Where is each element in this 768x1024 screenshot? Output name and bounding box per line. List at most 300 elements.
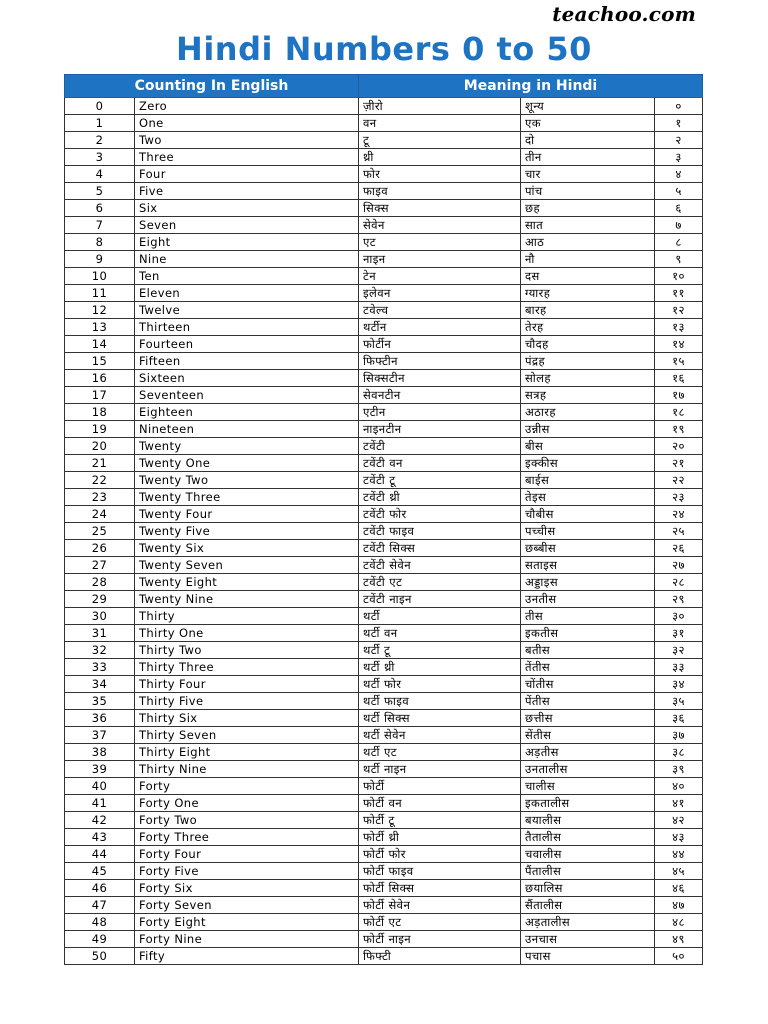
english-word-cell: Nine (135, 251, 359, 268)
table-row (65, 489, 703, 506)
table-row (65, 676, 703, 693)
table-row (65, 472, 703, 489)
hindi-word-cell: तीस (521, 608, 655, 625)
number-cell: 47 (65, 897, 135, 914)
english-word-cell: One (135, 115, 359, 132)
hindi-word-cell: पेंतीस (521, 693, 655, 710)
hindi-numeral-cell: २८ (655, 574, 703, 591)
header-counting-in-english: Counting In English (65, 75, 359, 98)
table-row (65, 625, 703, 642)
number-cell: 35 (65, 693, 135, 710)
english-word-cell: Twenty (135, 438, 359, 455)
hindi-numeral-cell: १२ (655, 302, 703, 319)
hindi-word-cell: पंद्रह (521, 353, 655, 370)
transliteration-cell: फोर्टी फोर (359, 846, 521, 863)
english-word-cell: Forty Six (135, 880, 359, 897)
transliteration-cell: फाइव (359, 183, 521, 200)
table-row (65, 251, 703, 268)
table-row (65, 608, 703, 625)
table-row (65, 234, 703, 251)
number-cell: 15 (65, 353, 135, 370)
hindi-numeral-cell: २६ (655, 540, 703, 557)
hindi-numeral-cell: ४५ (655, 863, 703, 880)
hindi-numeral-cell: ३ (655, 149, 703, 166)
hindi-numeral-cell: ४३ (655, 829, 703, 846)
hindi-word-cell: पच्चीस (521, 523, 655, 540)
transliteration-cell: सेवनटीन (359, 387, 521, 404)
hindi-word-cell: अठारह (521, 404, 655, 421)
table-row (65, 540, 703, 557)
english-word-cell: Thirty One (135, 625, 359, 642)
number-cell: 50 (65, 948, 135, 965)
english-word-cell: Thirty (135, 608, 359, 625)
number-cell: 22 (65, 472, 135, 489)
english-word-cell: Five (135, 183, 359, 200)
number-cell: 42 (65, 812, 135, 829)
table-row (65, 336, 703, 353)
number-cell: 13 (65, 319, 135, 336)
hindi-numeral-cell: ९ (655, 251, 703, 268)
number-cell: 29 (65, 591, 135, 608)
hindi-word-cell: बाईस (521, 472, 655, 489)
transliteration-cell: थर्टी वन (359, 625, 521, 642)
table-body (65, 98, 703, 965)
transliteration-cell: टू (359, 132, 521, 149)
english-word-cell: Twenty Seven (135, 557, 359, 574)
number-cell: 11 (65, 285, 135, 302)
english-word-cell: Twenty Three (135, 489, 359, 506)
table-row (65, 523, 703, 540)
transliteration-cell: फोर्टी टू (359, 812, 521, 829)
transliteration-cell: थर्टी फोर (359, 676, 521, 693)
transliteration-cell: टवेंटी वन (359, 455, 521, 472)
number-cell: 36 (65, 710, 135, 727)
transliteration-cell: फोर्टी (359, 778, 521, 795)
table-header-row (65, 75, 703, 98)
hindi-word-cell: चौदह (521, 336, 655, 353)
transliteration-cell: वन (359, 115, 521, 132)
english-word-cell: Forty (135, 778, 359, 795)
table-row (65, 727, 703, 744)
transliteration-cell: थर्टीन (359, 319, 521, 336)
transliteration-cell: थर्टी सेवेन (359, 727, 521, 744)
number-cell: 25 (65, 523, 135, 540)
brand-logo: teachoo.com (552, 2, 696, 26)
hindi-numeral-cell: ४२ (655, 812, 703, 829)
hindi-numeral-cell: २२ (655, 472, 703, 489)
hindi-numeral-cell: ४७ (655, 897, 703, 914)
hindi-word-cell: छह (521, 200, 655, 217)
hindi-numeral-cell: २५ (655, 523, 703, 540)
hindi-numeral-cell: २७ (655, 557, 703, 574)
number-cell: 48 (65, 914, 135, 931)
hindi-numeral-cell: १८ (655, 404, 703, 421)
table-row (65, 693, 703, 710)
hindi-word-cell: पांच (521, 183, 655, 200)
hindi-numeral-cell: ५० (655, 948, 703, 965)
english-word-cell: Forty Nine (135, 931, 359, 948)
english-word-cell: Thirty Three (135, 659, 359, 676)
hindi-numeral-cell: ३५ (655, 693, 703, 710)
numbers-table (64, 74, 703, 965)
table-row (65, 115, 703, 132)
transliteration-cell: सेवेन (359, 217, 521, 234)
number-cell: 12 (65, 302, 135, 319)
transliteration-cell: थर्टी थ्री (359, 659, 521, 676)
hindi-word-cell: बारह (521, 302, 655, 319)
hindi-numeral-cell: ३८ (655, 744, 703, 761)
number-cell: 14 (65, 336, 135, 353)
english-word-cell: Three (135, 149, 359, 166)
table-row (65, 829, 703, 846)
transliteration-cell: थर्टी नाइन (359, 761, 521, 778)
transliteration-cell: टवेल्व (359, 302, 521, 319)
english-word-cell: Twenty Eight (135, 574, 359, 591)
english-word-cell: Fourteen (135, 336, 359, 353)
number-cell: 2 (65, 132, 135, 149)
table-row (65, 880, 703, 897)
number-cell: 43 (65, 829, 135, 846)
transliteration-cell: टवेंटी सिक्स (359, 540, 521, 557)
hindi-word-cell: आठ (521, 234, 655, 251)
hindi-word-cell: अड़तालीस (521, 914, 655, 931)
number-cell: 39 (65, 761, 135, 778)
hindi-numeral-cell: ३९ (655, 761, 703, 778)
hindi-word-cell: छब्बीस (521, 540, 655, 557)
hindi-numeral-cell: ७ (655, 217, 703, 234)
transliteration-cell: टवेंटी फाइव (359, 523, 521, 540)
number-cell: 27 (65, 557, 135, 574)
hindi-numeral-cell: ३२ (655, 642, 703, 659)
transliteration-cell: इलेवन (359, 285, 521, 302)
english-word-cell: Thirty Five (135, 693, 359, 710)
hindi-numeral-cell: २९ (655, 591, 703, 608)
hindi-numeral-cell: १७ (655, 387, 703, 404)
english-word-cell: Forty Eight (135, 914, 359, 931)
hindi-numeral-cell: ४४ (655, 846, 703, 863)
english-word-cell: Seventeen (135, 387, 359, 404)
hindi-numeral-cell: ३० (655, 608, 703, 625)
hindi-numeral-cell: ८ (655, 234, 703, 251)
number-cell: 33 (65, 659, 135, 676)
transliteration-cell: सिक्सटीन (359, 370, 521, 387)
hindi-word-cell: बतीस (521, 642, 655, 659)
number-cell: 17 (65, 387, 135, 404)
english-word-cell: Twelve (135, 302, 359, 319)
hindi-numeral-cell: २० (655, 438, 703, 455)
table-row (65, 353, 703, 370)
number-cell: 46 (65, 880, 135, 897)
hindi-word-cell: चालीस (521, 778, 655, 795)
number-cell: 28 (65, 574, 135, 591)
hindi-word-cell: इकतीस (521, 625, 655, 642)
hindi-numeral-cell: ४६ (655, 880, 703, 897)
number-cell: 21 (65, 455, 135, 472)
english-word-cell: Nineteen (135, 421, 359, 438)
hindi-word-cell: पैंतालीस (521, 863, 655, 880)
hindi-numeral-cell: ६ (655, 200, 703, 217)
english-word-cell: Thirteen (135, 319, 359, 336)
english-word-cell: Eighteen (135, 404, 359, 421)
page-title: Hindi Numbers 0 to 50 (176, 30, 592, 68)
number-cell: 30 (65, 608, 135, 625)
transliteration-cell: टवेंटी (359, 438, 521, 455)
transliteration-cell: टवेंटी टू (359, 472, 521, 489)
hindi-numeral-cell: १९ (655, 421, 703, 438)
table-row (65, 931, 703, 948)
hindi-numeral-cell: १५ (655, 353, 703, 370)
transliteration-cell: थर्टी (359, 608, 521, 625)
hindi-numeral-cell: ४८ (655, 914, 703, 931)
table-row (65, 778, 703, 795)
table-row (65, 506, 703, 523)
transliteration-cell: एट (359, 234, 521, 251)
table-row (65, 710, 703, 727)
number-cell: 31 (65, 625, 135, 642)
hindi-word-cell: सताइस (521, 557, 655, 574)
transliteration-cell: फोर्टी सेवेन (359, 897, 521, 914)
hindi-word-cell: उनचास (521, 931, 655, 948)
transliteration-cell: टवेंटी नाइन (359, 591, 521, 608)
number-cell: 23 (65, 489, 135, 506)
hindi-word-cell: तैतालीस (521, 829, 655, 846)
number-cell: 34 (65, 676, 135, 693)
transliteration-cell: फोर्टी एट (359, 914, 521, 931)
english-word-cell: Twenty Six (135, 540, 359, 557)
hindi-word-cell: चोंतीस (521, 676, 655, 693)
table-row (65, 166, 703, 183)
number-cell: 10 (65, 268, 135, 285)
table-row (65, 574, 703, 591)
table-row (65, 387, 703, 404)
hindi-word-cell: छत्तीस (521, 710, 655, 727)
hindi-numeral-cell: ३७ (655, 727, 703, 744)
table-row (65, 183, 703, 200)
hindi-word-cell: अड़तीस (521, 744, 655, 761)
hindi-numeral-cell: ११ (655, 285, 703, 302)
transliteration-cell: टवेंटी थ्री (359, 489, 521, 506)
hindi-word-cell: दस (521, 268, 655, 285)
transliteration-cell: थ्री (359, 149, 521, 166)
hindi-word-cell: उनतीस (521, 591, 655, 608)
english-word-cell: Ten (135, 268, 359, 285)
transliteration-cell: फोर्टी सिक्स (359, 880, 521, 897)
table-row (65, 404, 703, 421)
hindi-word-cell: एक (521, 115, 655, 132)
hindi-word-cell: बीस (521, 438, 655, 455)
hindi-word-cell: इकतालीस (521, 795, 655, 812)
hindi-word-cell: पचास (521, 948, 655, 965)
number-cell: 8 (65, 234, 135, 251)
hindi-numeral-cell: १४ (655, 336, 703, 353)
hindi-numeral-cell: २ (655, 132, 703, 149)
hindi-numeral-cell: ३६ (655, 710, 703, 727)
hindi-word-cell: चार (521, 166, 655, 183)
english-word-cell: Four (135, 166, 359, 183)
table-row (65, 455, 703, 472)
number-cell: 7 (65, 217, 135, 234)
table-row (65, 948, 703, 965)
hindi-numeral-cell: २१ (655, 455, 703, 472)
transliteration-cell: फिफ्टीन (359, 353, 521, 370)
number-cell: 49 (65, 931, 135, 948)
english-word-cell: Twenty Four (135, 506, 359, 523)
transliteration-cell: थर्टी टू (359, 642, 521, 659)
hindi-numeral-cell: ४१ (655, 795, 703, 812)
english-word-cell: Twenty Nine (135, 591, 359, 608)
english-word-cell: Forty Three (135, 829, 359, 846)
transliteration-cell: नाइनटीन (359, 421, 521, 438)
table-row (65, 557, 703, 574)
number-cell: 45 (65, 863, 135, 880)
english-word-cell: Thirty Two (135, 642, 359, 659)
hindi-numeral-cell: १३ (655, 319, 703, 336)
transliteration-cell: एटीन (359, 404, 521, 421)
hindi-numeral-cell: ० (655, 98, 703, 115)
hindi-numeral-cell: २४ (655, 506, 703, 523)
number-cell: 5 (65, 183, 135, 200)
transliteration-cell: टवेंटी एट (359, 574, 521, 591)
hindi-numeral-cell: ३४ (655, 676, 703, 693)
hindi-numeral-cell: ५ (655, 183, 703, 200)
number-cell: 1 (65, 115, 135, 132)
english-word-cell: Thirty Eight (135, 744, 359, 761)
hindi-word-cell: दो (521, 132, 655, 149)
english-word-cell: Twenty Two (135, 472, 359, 489)
header-meaning-in-hindi: Meaning in Hindi (359, 75, 703, 98)
english-word-cell: Six (135, 200, 359, 217)
hindi-word-cell: तीन (521, 149, 655, 166)
table-row (65, 302, 703, 319)
english-word-cell: Sixteen (135, 370, 359, 387)
english-word-cell: Forty Four (135, 846, 359, 863)
english-word-cell: Thirty Seven (135, 727, 359, 744)
hindi-numeral-cell: १ (655, 115, 703, 132)
hindi-word-cell: सोलह (521, 370, 655, 387)
transliteration-cell: सिक्स (359, 200, 521, 217)
english-word-cell: Forty One (135, 795, 359, 812)
table-row (65, 98, 703, 115)
transliteration-cell: टवेंटी फोर (359, 506, 521, 523)
number-cell: 6 (65, 200, 135, 217)
number-cell: 16 (65, 370, 135, 387)
number-cell: 32 (65, 642, 135, 659)
english-word-cell: Twenty One (135, 455, 359, 472)
english-word-cell: Fifteen (135, 353, 359, 370)
hindi-word-cell: नौ (521, 251, 655, 268)
table-row (65, 744, 703, 761)
table-row (65, 761, 703, 778)
hindi-word-cell: तेइस (521, 489, 655, 506)
table-row (65, 285, 703, 302)
number-cell: 41 (65, 795, 135, 812)
hindi-word-cell: सेंतीस (521, 727, 655, 744)
hindi-word-cell: अड्डाइस (521, 574, 655, 591)
hindi-numeral-cell: ४ (655, 166, 703, 183)
number-cell: 3 (65, 149, 135, 166)
table-row (65, 812, 703, 829)
hindi-numeral-cell: ३१ (655, 625, 703, 642)
transliteration-cell: थर्टी सिक्स (359, 710, 521, 727)
table-row (65, 642, 703, 659)
transliteration-cell: फोर्टी नाइन (359, 931, 521, 948)
english-word-cell: Forty Five (135, 863, 359, 880)
transliteration-cell: टेन (359, 268, 521, 285)
number-cell: 37 (65, 727, 135, 744)
english-word-cell: Forty Seven (135, 897, 359, 914)
number-cell: 18 (65, 404, 135, 421)
hindi-word-cell: तेरह (521, 319, 655, 336)
english-word-cell: Eleven (135, 285, 359, 302)
english-word-cell: Twenty Five (135, 523, 359, 540)
hindi-word-cell: ग्यारह (521, 285, 655, 302)
english-word-cell: Zero (135, 98, 359, 115)
number-cell: 44 (65, 846, 135, 863)
english-word-cell: Fifty (135, 948, 359, 965)
number-cell: 19 (65, 421, 135, 438)
number-cell: 0 (65, 98, 135, 115)
english-word-cell: Forty Two (135, 812, 359, 829)
table-row (65, 370, 703, 387)
number-cell: 24 (65, 506, 135, 523)
transliteration-cell: फोर (359, 166, 521, 183)
english-word-cell: Two (135, 132, 359, 149)
table-row (65, 319, 703, 336)
number-cell: 4 (65, 166, 135, 183)
english-word-cell: Thirty Six (135, 710, 359, 727)
transliteration-cell: फिफ्टी (359, 948, 521, 965)
hindi-numeral-cell: २३ (655, 489, 703, 506)
transliteration-cell: नाइन (359, 251, 521, 268)
english-word-cell: Seven (135, 217, 359, 234)
hindi-numeral-cell: ४० (655, 778, 703, 795)
hindi-word-cell: सात (521, 217, 655, 234)
table-row (65, 591, 703, 608)
english-word-cell: Thirty Four (135, 676, 359, 693)
table-row (65, 795, 703, 812)
hindi-numeral-cell: १० (655, 268, 703, 285)
table-row (65, 217, 703, 234)
hindi-word-cell: चौबीस (521, 506, 655, 523)
transliteration-cell: टवेंटी सेवेन (359, 557, 521, 574)
number-cell: 20 (65, 438, 135, 455)
hindi-word-cell: चवालीस (521, 846, 655, 863)
hindi-word-cell: सैंतालीस (521, 897, 655, 914)
transliteration-cell: फोर्टी वन (359, 795, 521, 812)
table-row (65, 863, 703, 880)
transliteration-cell: फोर्टी फाइव (359, 863, 521, 880)
hindi-word-cell: सत्रह (521, 387, 655, 404)
hindi-word-cell: शून्य (521, 98, 655, 115)
hindi-word-cell: उनतालीस (521, 761, 655, 778)
number-cell: 38 (65, 744, 135, 761)
number-cell: 40 (65, 778, 135, 795)
table-row (65, 149, 703, 166)
english-word-cell: Thirty Nine (135, 761, 359, 778)
table-row (65, 268, 703, 285)
table-row (65, 200, 703, 217)
transliteration-cell: फोर्टी थ्री (359, 829, 521, 846)
table-row (65, 914, 703, 931)
transliteration-cell: ज़ीरो (359, 98, 521, 115)
number-cell: 9 (65, 251, 135, 268)
table-row (65, 132, 703, 149)
hindi-word-cell: बयालीस (521, 812, 655, 829)
number-cell: 26 (65, 540, 135, 557)
table-row (65, 897, 703, 914)
hindi-numeral-cell: ३३ (655, 659, 703, 676)
hindi-word-cell: उन्नीस (521, 421, 655, 438)
